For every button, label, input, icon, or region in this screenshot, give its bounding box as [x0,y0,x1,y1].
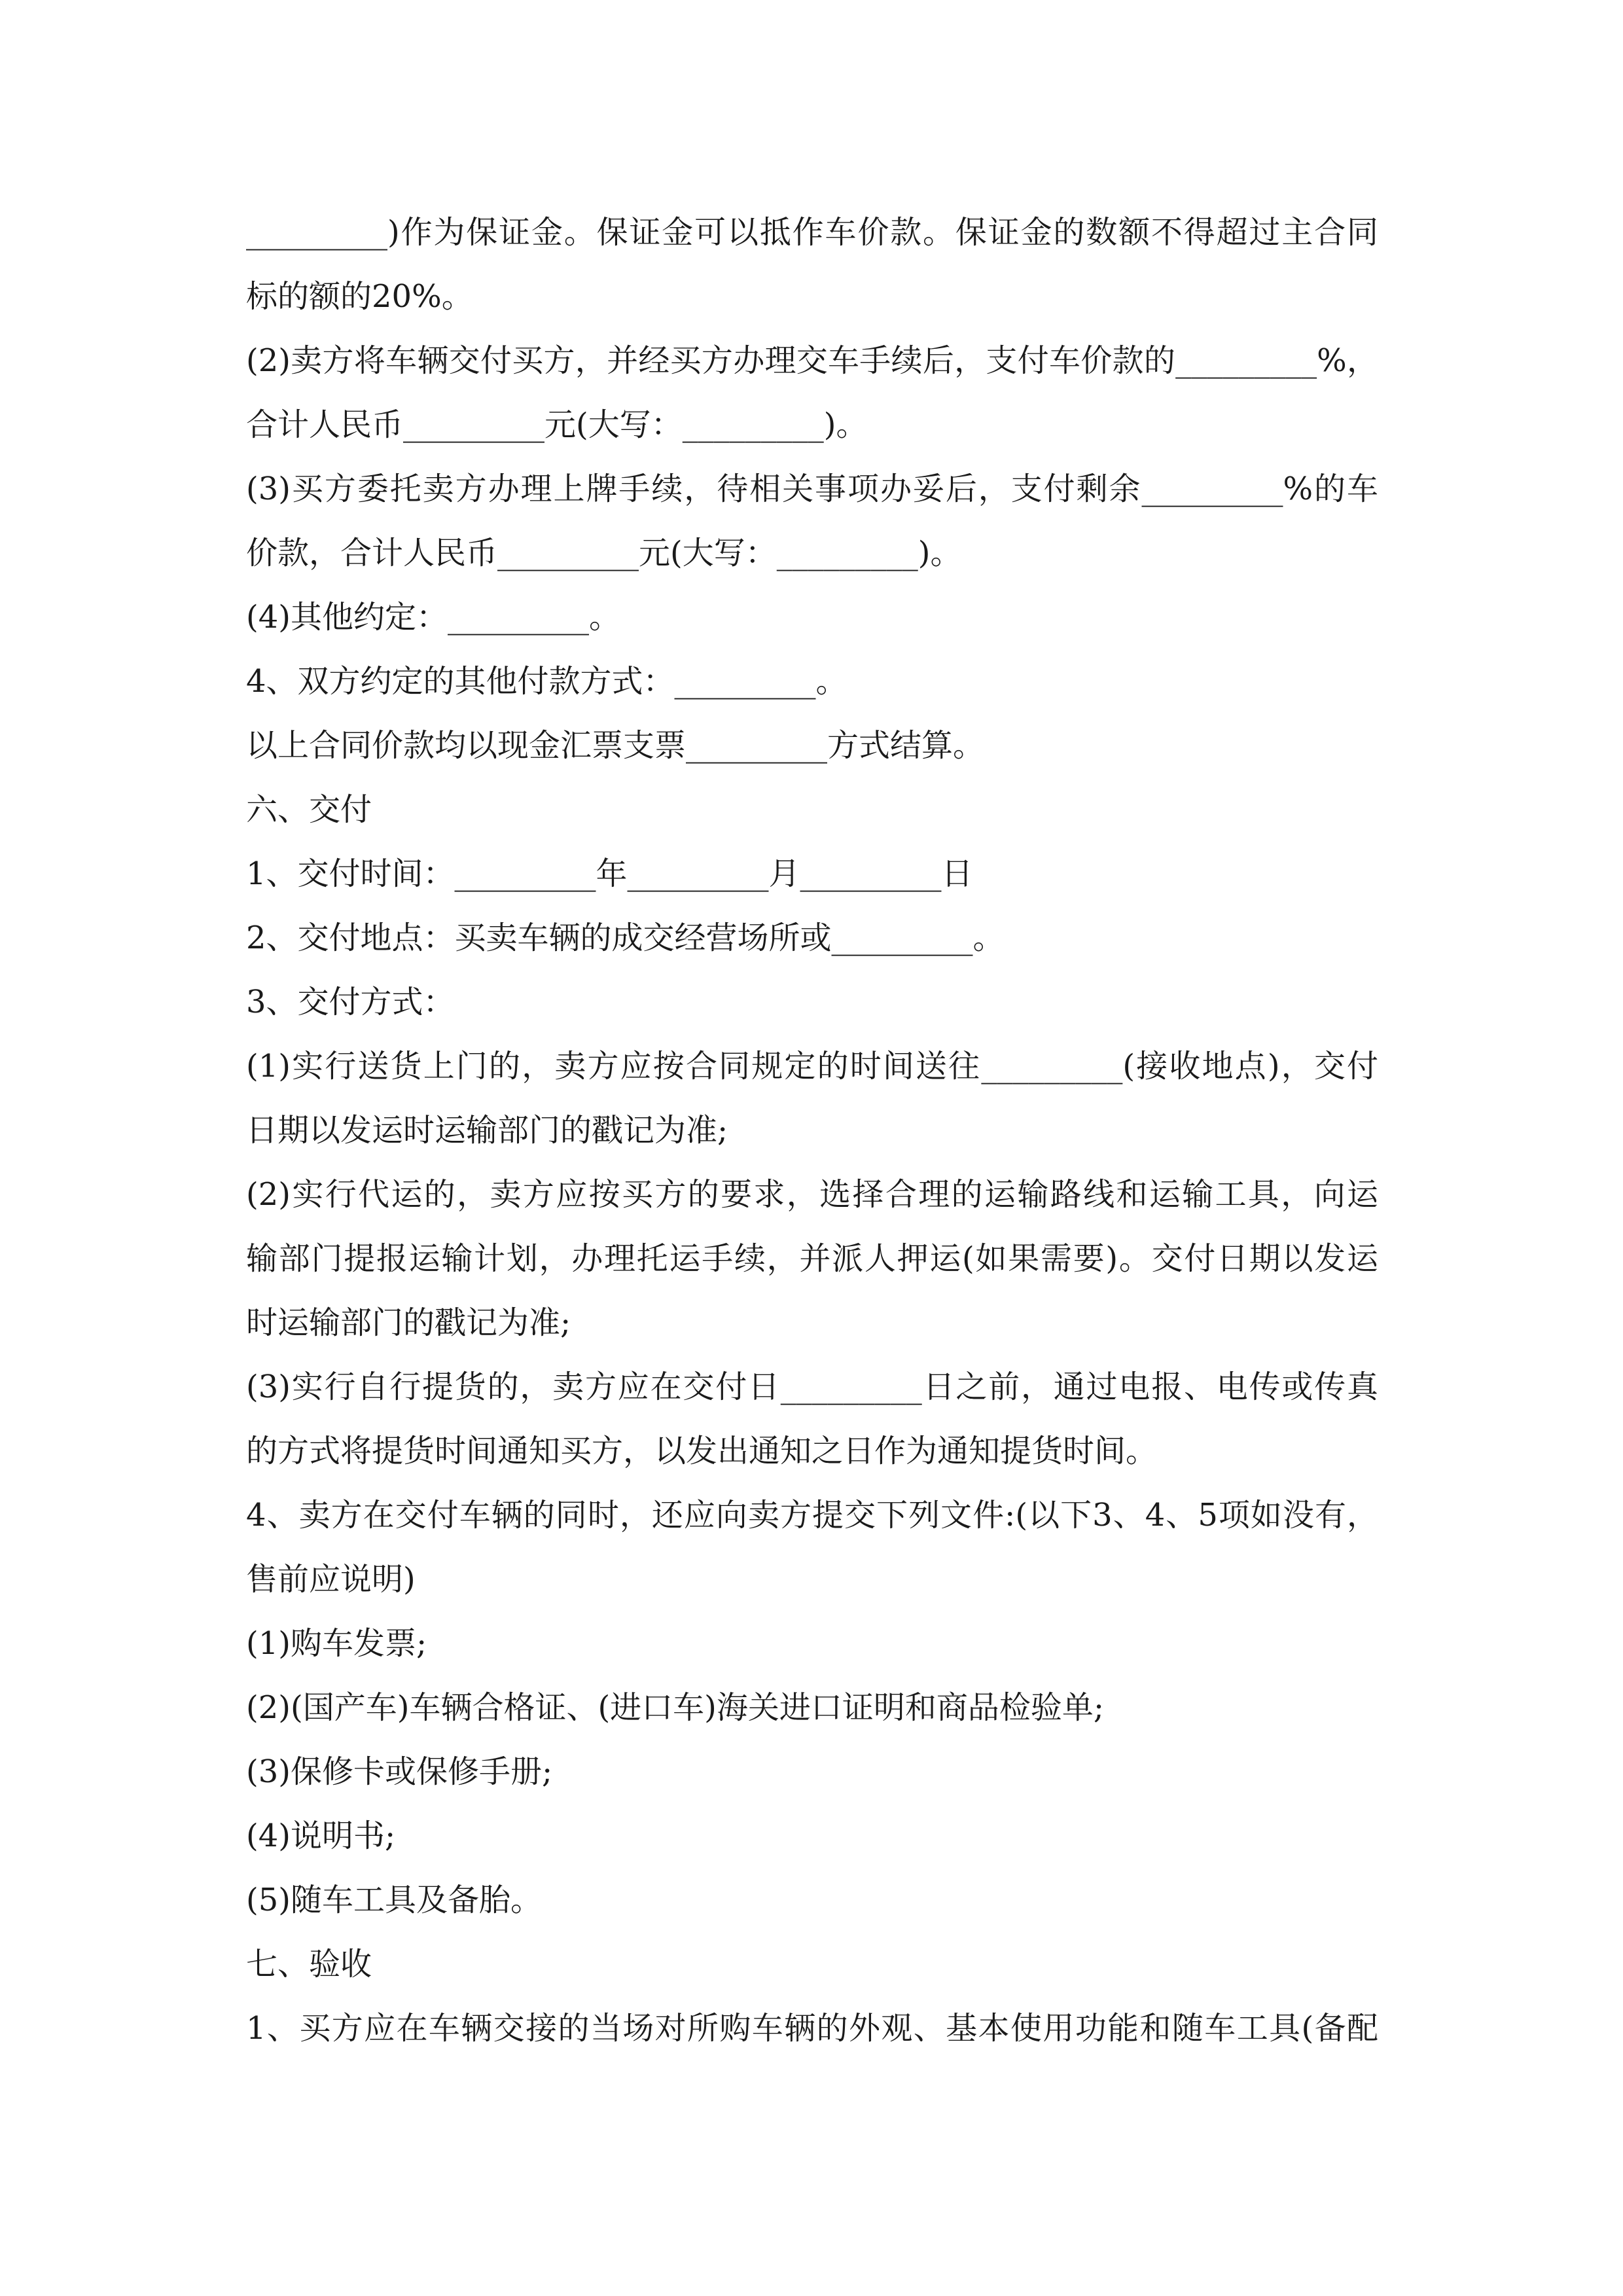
text-line: 输部门提报运输计划，办理托运手续，并派人押运(如果需要)。交付日期以发运 [246,1240,1378,1277]
text-line: (5)随车工具及备胎。 [246,1882,542,1918]
text-line: 2、交付地点：买卖车辆的成交经营场所或_________。 [246,920,1005,956]
text-line: (3)保修卡或保修手册; [246,1753,553,1790]
text-line: 时运输部门的戳记为准; [246,1304,571,1341]
text-line: 价款，合计人民币_________元(大写：_________)。 [246,535,962,571]
text-line: (4)其他约定：_________。 [246,599,620,636]
text-line: 3、交付方式： [246,984,455,1020]
contract-body [246,200,1378,2060]
text-line: (1)购车发票; [246,1625,427,1662]
text-line: (1)实行送货上门的，卖方应按合同规定的时间送往_________(接收地点)，交付 [246,1048,1378,1085]
text-line: 日期以发运时运输部门的戳记为准; [246,1112,728,1149]
text-line: _________)作为保证金。保证金可以抵作车价款。保证金的数额不得超过主合同 [246,214,1378,251]
text-line: (2)(国产车)车辆合格证、(进口车)海关进口证明和商品检验单; [246,1689,1105,1726]
text-line: (3)实行自行提货的，卖方应在交付日_________日之前，通过电报、电传或传真 [246,1369,1378,1405]
text-line: (2)实行代运的，卖方应按买方的要求，选择合理的运输路线和运输工具，向运 [246,1176,1378,1213]
text-line: 4、卖方在交付车辆的同时，还应向卖方提交下列文件:(以下3、4、5项如没有， [246,1497,1378,1534]
text-line: 1、交付时间：_________年_________月_________日 [246,855,973,892]
text-line: 标的额的20%。 [246,278,473,315]
text-line: 以上合同价款均以现金汇票支票_________方式结算。 [246,727,985,764]
text-line: 4、双方约定的其他付款方式：_________。 [246,663,847,700]
text-line: 1、买方应在车辆交接的当场对所购车辆的外观、基本使用功能和随车工具(备配 [246,2010,1378,2047]
text-line: (2)卖方将车辆交付买方，并经买方办理交车手续后，支付车价款的_________%， [246,342,1378,379]
text-line: 售前应说明) [246,1561,416,1598]
text-line: 的方式将提货时间通知买方，以发出通知之日作为通知提货时间。 [246,1433,1158,1469]
section-heading: 六、交付 [246,791,372,828]
section-heading: 七、验收 [246,1946,372,1982]
text-line: (4)说明书; [246,1818,396,1854]
text-line: (3)买方委托卖方办理上牌手续，待相关事项办妥后，支付剩余_________%的车 [246,471,1378,507]
text-line: 合计人民币_________元(大写：_________)。 [246,406,868,443]
